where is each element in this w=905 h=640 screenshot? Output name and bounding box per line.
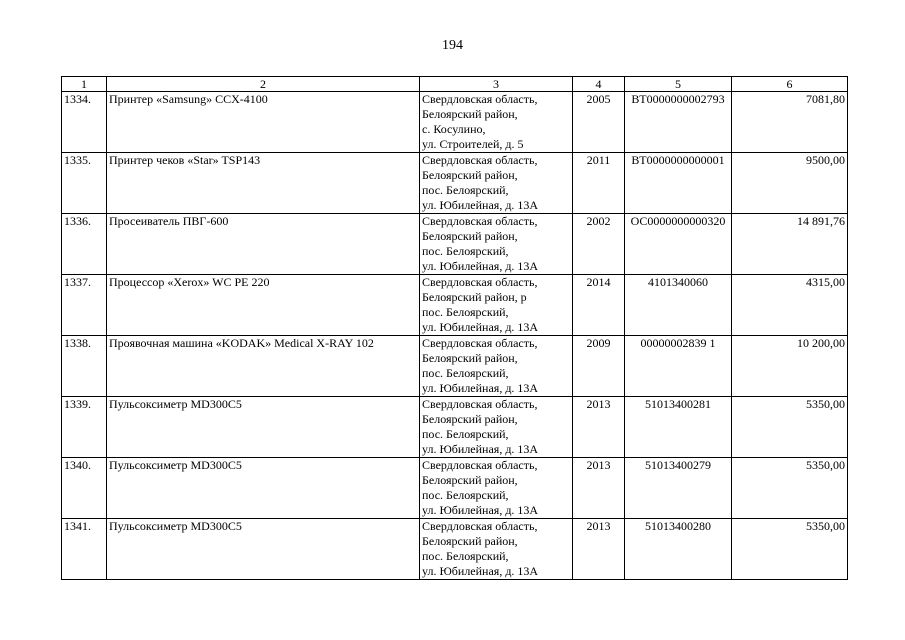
table-row [62,92,848,153]
item-address [420,275,573,336]
item-name: Принтер «Samsung» CCX-4100 [107,92,420,153]
item-cost: 4315,00 [732,275,848,336]
item-inventory-number: 51013400279 [625,458,732,519]
address-line: пос. Белоярский, [422,244,509,258]
row-number: 1337. [62,275,107,336]
address-line: ул. Юбилейная, д. 13А [422,381,539,395]
item-year: 2002 [573,214,625,275]
address-line: ул. Юбилейная, д. 13А [422,564,539,578]
item-name: Пульсоксиметр MD300C5 [107,397,420,458]
table-header-row [62,77,848,92]
property-registry-table [61,76,848,580]
item-name: Принтер чеков «Star» TSP143 [107,153,420,214]
column-header-cost: 6 [732,77,848,92]
item-cost: 5350,00 [732,458,848,519]
page-number: 194 [442,38,463,53]
address-line: ул. Юбилейная, д. 13А [422,259,539,273]
item-inventory-number: ВТ0000000002793 [625,92,732,153]
item-name: Пульсоксиметр MD300C5 [107,519,420,580]
item-inventory-number: 4101340060 [625,275,732,336]
address-line: пос. Белоярский, [422,488,509,502]
item-year: 2013 [573,458,625,519]
table-row [62,336,848,397]
item-address [420,214,573,275]
column-header-inventory: 5 [625,77,732,92]
address-line: Белоярский район, [422,229,518,243]
table-row [62,458,848,519]
address-line: пос. Белоярский, [422,305,509,319]
item-cost: 5350,00 [732,397,848,458]
row-number: 1338. [62,336,107,397]
table-row [62,519,848,580]
item-inventory-number: 51013400281 [625,397,732,458]
address-line: ул. Юбилейная, д. 13А [422,320,539,334]
item-year: 2014 [573,275,625,336]
item-address [420,458,573,519]
address-line: Белоярский район, [422,107,518,121]
column-header-number: 1 [62,77,107,92]
item-address [420,397,573,458]
table-row [62,397,848,458]
item-name: Проявочная машина «KODAK» Medical X-RAY 102 [107,336,420,397]
address-line: Свердловская область, [422,336,538,350]
column-header-year: 4 [573,77,625,92]
address-line: Свердловская область, [422,214,538,228]
item-inventory-number: ОС0000000000320 [625,214,732,275]
item-cost: 10 200,00 [732,336,848,397]
table-row [62,214,848,275]
item-cost: 14 891,76 [732,214,848,275]
item-cost: 7081,80 [732,92,848,153]
item-inventory-number: ВТ0000000000001 [625,153,732,214]
row-number: 1336. [62,214,107,275]
address-line: Свердловская область, [422,519,538,533]
address-line: пос. Белоярский, [422,549,509,563]
item-year: 2009 [573,336,625,397]
item-year: 2013 [573,397,625,458]
address-line: Белоярский район, [422,351,518,365]
address-line: ул. Юбилейная, д. 13А [422,503,539,517]
address-line: пос. Белоярский, [422,183,509,197]
item-address [420,336,573,397]
address-line: Белоярский район, [422,168,518,182]
row-number: 1335. [62,153,107,214]
item-address [420,92,573,153]
column-header-address: 3 [420,77,573,92]
address-line: ул. Строителей, д. 5 [422,137,524,151]
table-row [62,153,848,214]
item-address [420,153,573,214]
address-line: пос. Белоярский, [422,427,509,441]
table-row [62,275,848,336]
address-line: Белоярский район, р [422,290,527,304]
item-name: Процессор «Xerox» WC PE 220 [107,275,420,336]
address-line: Свердловская область, [422,92,538,106]
address-line: Свердловская область, [422,397,538,411]
address-line: Свердловская область, [422,153,538,167]
item-cost: 5350,00 [732,519,848,580]
address-line: Белоярский район, [422,473,518,487]
address-line: Свердловская область, [422,275,538,289]
address-line: пос. Белоярский, [422,366,509,380]
item-name: Просеиватель ПВГ-600 [107,214,420,275]
row-number: 1341. [62,519,107,580]
address-line: Белоярский район, [422,534,518,548]
address-line: ул. Юбилейная, д. 13А [422,198,539,212]
address-line: Свердловская область, [422,458,538,472]
item-inventory-number: 51013400280 [625,519,732,580]
item-name: Пульсоксиметр MD300C5 [107,458,420,519]
item-inventory-number: 00000002839 1 [625,336,732,397]
item-cost: 9500,00 [732,153,848,214]
row-number: 1340. [62,458,107,519]
address-line: ул. Юбилейная, д. 13А [422,442,539,456]
row-number: 1339. [62,397,107,458]
item-year: 2011 [573,153,625,214]
address-line: с. Косулино, [422,122,486,136]
item-address [420,519,573,580]
row-number: 1334. [62,92,107,153]
item-year: 2013 [573,519,625,580]
item-year: 2005 [573,92,625,153]
column-header-name: 2 [107,77,420,92]
address-line: Белоярский район, [422,412,518,426]
